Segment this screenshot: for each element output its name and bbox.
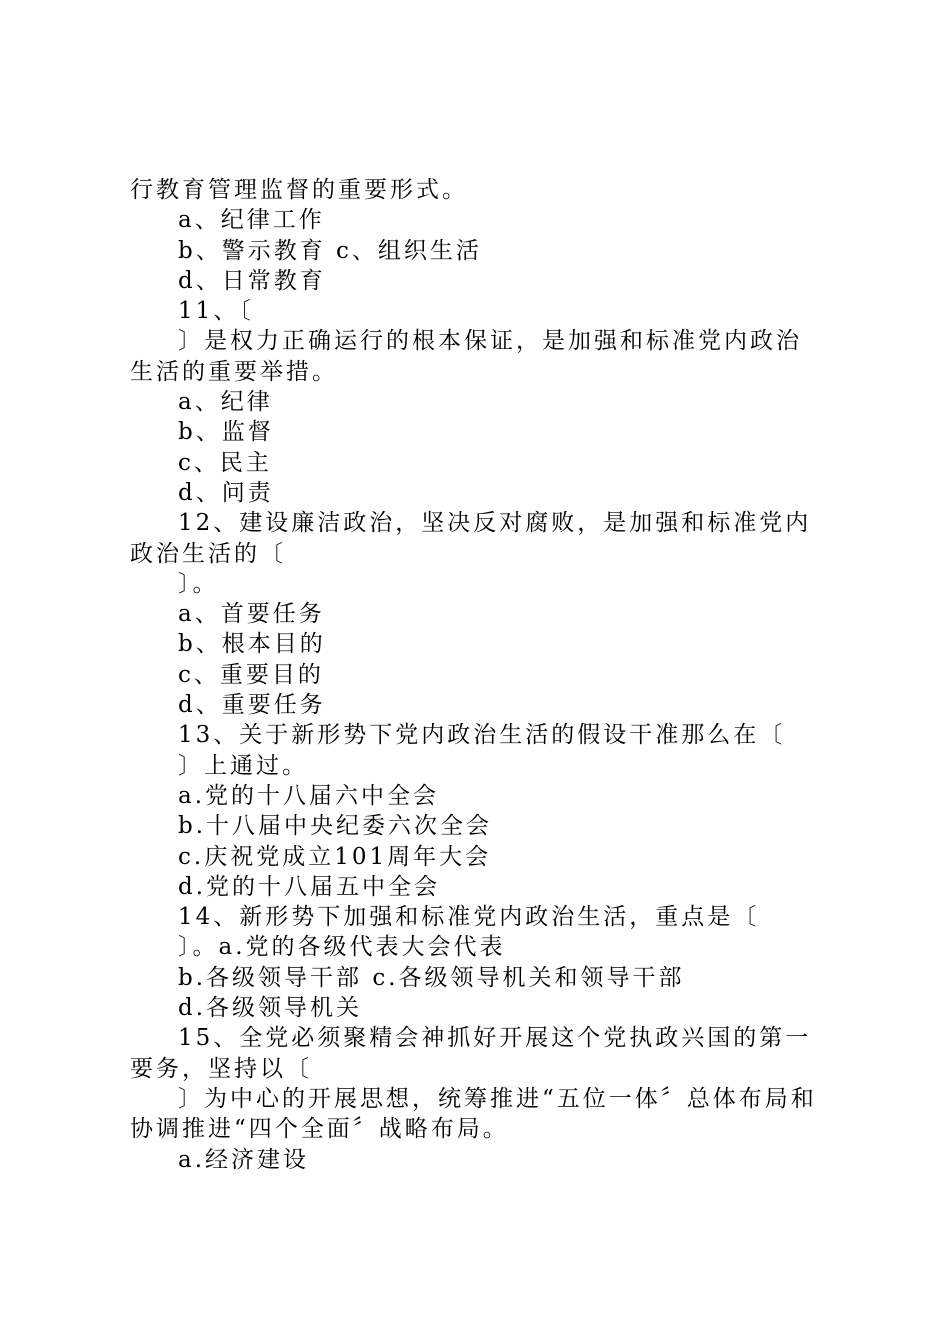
text-line: 12、建设廉洁政治，坚决反对腐败，是加强和标准党内政治生活的〔	[130, 510, 812, 567]
text-line: 〕。a.党的各级代表大会代表	[178, 934, 506, 961]
text-line: b、根本目的	[178, 631, 326, 658]
text-line: 13、关于新形势下党内政治生活的假设干准那么在〔	[178, 722, 786, 749]
text-line: b.十八届中央纪委六次全会	[178, 813, 493, 840]
text-line: d.党的十八届五中全会	[178, 873, 441, 900]
text-line: a、纪律	[178, 389, 273, 416]
text-line: 11、〔	[178, 298, 254, 325]
text-line: c.庆祝党成立101周年大会	[178, 843, 492, 870]
text-line: b.各级领导干部 c.各级领导机关和领导干部	[178, 964, 685, 991]
document-body	[130, 175, 820, 1175]
text-line: a.经济建设	[178, 1146, 310, 1173]
text-line: a.党的十八届六中全会	[178, 782, 440, 809]
text-line: a、首要任务	[178, 601, 325, 628]
text-line: 14、新形势下加强和标准党内政治生活，重点是〔	[178, 904, 760, 931]
text-line: 行教育管理监督的重要形式。	[130, 177, 468, 203]
text-line: b、警示教育 c、组织生活	[178, 237, 482, 264]
text-line: d.各级领导机关	[178, 995, 363, 1022]
text-line: 〕是权力正确运行的根本保证，是加强和标准党内政治生活的重要举措。	[130, 328, 802, 385]
text-line: 15、全党必须聚精会神抓好开展这个党执政兴国的第一要务，坚持以〔	[130, 1025, 812, 1082]
text-line: 〕上通过。	[178, 752, 308, 779]
text-line: c、民主	[178, 449, 272, 476]
text-line: d、日常教育	[178, 267, 326, 294]
text-line: b、监督	[178, 419, 274, 446]
text-line: 〕为中心的开展思想，统筹推进“五位一体〞总体布局和协调推进“四个全面〞战略布局。	[130, 1085, 817, 1143]
text-line: c、重要目的	[178, 661, 324, 688]
text-line: 〕。	[178, 570, 219, 597]
text-line: d、问责	[178, 479, 274, 506]
text-line: a、纪律工作	[178, 207, 325, 234]
text-line: d、重要任务	[178, 692, 326, 719]
